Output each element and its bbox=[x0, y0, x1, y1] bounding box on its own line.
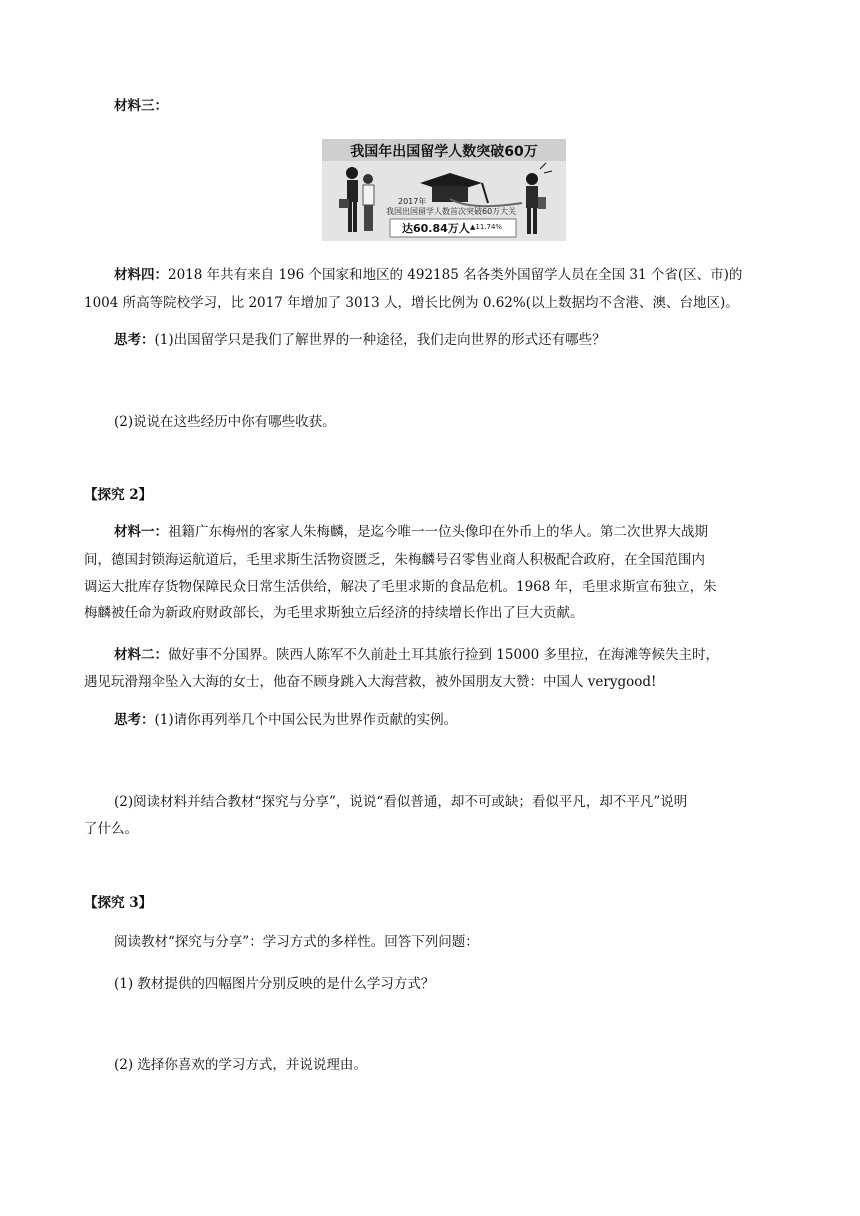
explore2-think-q2-line2: 了什么。 bbox=[84, 821, 138, 837]
explore2-heading: 【探究 2】 bbox=[84, 487, 153, 503]
infographic-title: 我国年出国留学人数突破60万 bbox=[350, 144, 538, 160]
explore2-m2-line2: 遇见玩滑翔伞坠入大海的女士，他奋不顾身跳入大海营救，被外国朋友大赞：中国人 verygood! bbox=[84, 674, 657, 690]
explore2-m1-line3: 调运大批库存货物保障民众日常生活供给，解决了毛里求斯的食品危机。1968 年，毛里求斯宣布独立，朱 bbox=[84, 579, 717, 595]
explore2-m1-line2: 间，德国封锁海运航道后，毛里求斯生活物资匮乏，朱梅麟号召零售业商人积极配合政府，在全国范围内 bbox=[84, 552, 705, 568]
think1-q1-line bbox=[114, 326, 606, 355]
material4-line1 bbox=[114, 261, 742, 290]
explore2-think-q1: (1)请你再列举几个中国公民为世界作贡献的实例。 bbox=[154, 712, 458, 728]
material3-label: 材料三： bbox=[114, 98, 168, 114]
explore2-m2-label: 材料二： bbox=[114, 647, 168, 663]
study-abroad-infographic bbox=[322, 139, 566, 241]
explore2-m1-line1 bbox=[114, 518, 708, 547]
think1-q1: (1)出国留学只是我们了解世界的一种途径，我们走向世界的形式还有哪些？ bbox=[154, 332, 606, 348]
material4-text-line2: 1004 所高等院校学习，比 2017 年增加了 3013 人，增长比例为 0.62%(以上数据均不含港、澳、台地区)。 bbox=[84, 295, 739, 311]
explore3-q2: (2) 选择你喜欢的学习方式，并说说理由。 bbox=[114, 1057, 367, 1073]
explore2-m2-line1 bbox=[114, 641, 719, 670]
explore3-heading: 【探究 3】 bbox=[84, 895, 153, 911]
explore2-think-q2-line1: (2)阅读材料并结合教材“探究与分享”，说说“看似普通，却不可或缺；看似平凡，却不平凡”说明 bbox=[114, 794, 688, 810]
explore2-m1-line4: 梅麟被任命为新政府财政部长，为毛里求斯独立后经济的持续增长作出了巨大贡献。 bbox=[84, 605, 584, 621]
explore2-m2-text1: 做好事不分国界。陕西人陈军不久前赴土耳其旅行捡到 15000 多里拉，在海滩等候失主时， bbox=[168, 647, 720, 663]
material4-text-line1: 2018 年共有来自 196 个国家和地区的 492185 名各类外国留学人员在全国 31 个省(区、市)的 bbox=[168, 267, 743, 283]
explore2-m1-label: 材料一： bbox=[114, 524, 168, 540]
infographic-value: 达60.84万人 bbox=[402, 222, 470, 235]
infographic-year: 2017年 bbox=[398, 197, 427, 206]
think1-q2: (2)说说在这些经历中你有哪些收获。 bbox=[114, 414, 336, 430]
think1-label: 思考： bbox=[114, 332, 155, 348]
explore2-think-label: 思考： bbox=[114, 712, 155, 728]
infographic-growth: ▲11.74% bbox=[470, 223, 503, 231]
explore2-think-q1-line bbox=[114, 706, 457, 735]
infographic-caption: 我国出国留学人数首次突破60万大关 bbox=[386, 207, 517, 216]
explore3-q1: (1) 教材提供的四幅图片分别反映的是什么学习方式？ bbox=[114, 976, 435, 992]
material4-label: 材料四： bbox=[114, 267, 168, 283]
explore3-intro: 阅读教材“探究与分享”：学习方式的多样性。回答下列问题： bbox=[114, 934, 479, 950]
explore2-m1-text1: 祖籍广东梅州的客家人朱梅麟，是迄今唯一一位头像印在外币上的华人。第二次世界大战期 bbox=[168, 524, 708, 540]
